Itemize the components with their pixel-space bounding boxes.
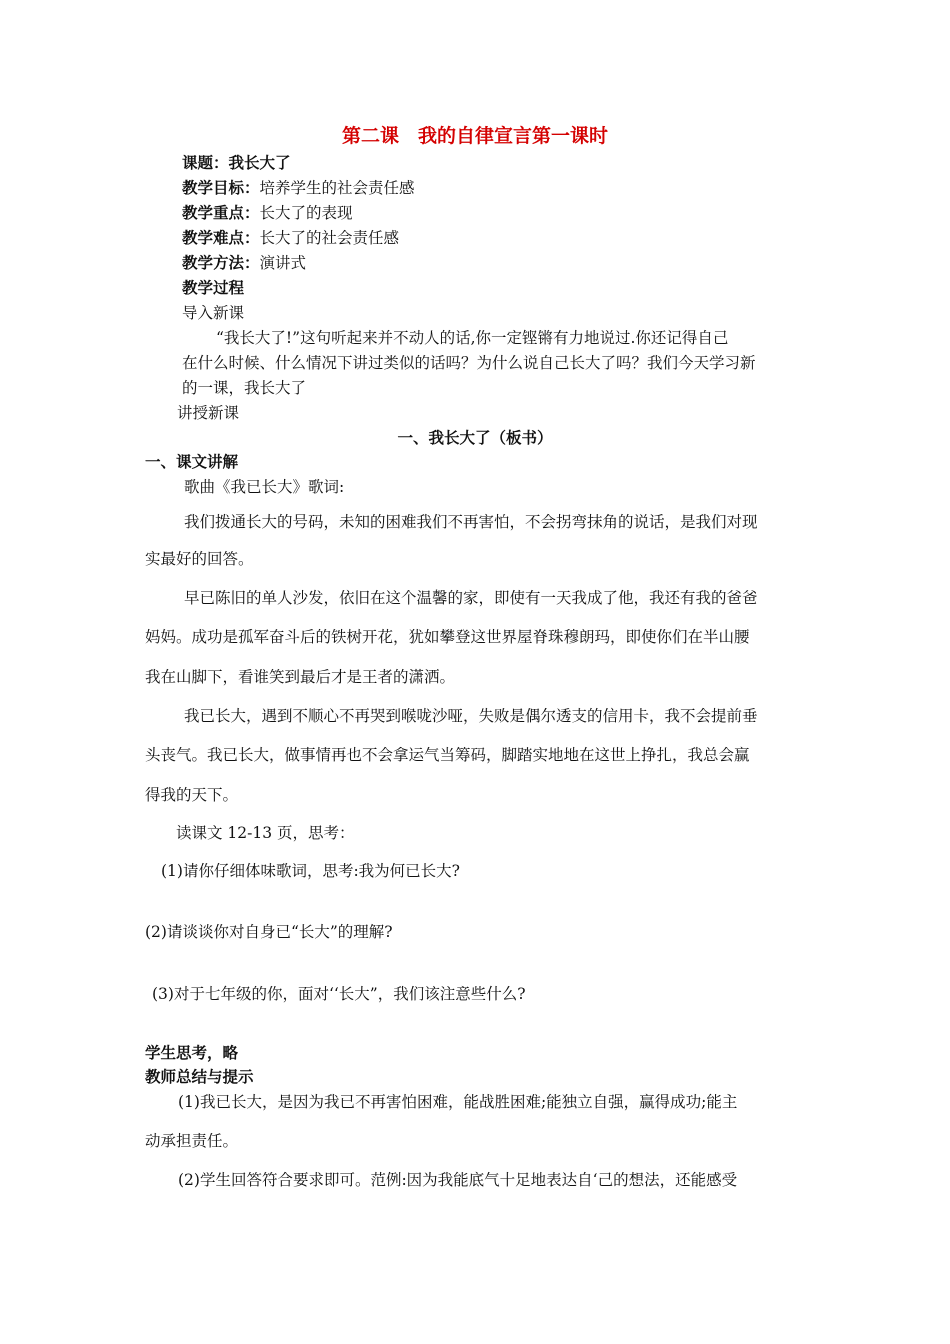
lyric-line: 实最好的回答。 [145, 550, 254, 568]
teacher-heading: 教师总结与提示 [145, 1067, 254, 1086]
process-heading: 教学过程 [182, 278, 245, 297]
question-item: (2)请谈谈你对自身已“长大”的理解? [145, 923, 393, 941]
intro-heading: 导入新课 [182, 304, 245, 322]
question-item: (3)对于七年级的你，面对‘‘长大”，我们该注意些什么? [152, 985, 526, 1003]
meta-goal [182, 178, 415, 198]
intro-line: 在什么时候、什么情况下讲过类似的话吗？为什么说自己长大了吗？我们今天学习新 [182, 354, 756, 372]
meta-goal-label: 教学目标： [182, 178, 260, 197]
lyric-line: 我们拨通长大的号码，未知的困难我们不再害怕，不会拐弯抹角的说话，是我们对现 [184, 513, 758, 531]
meta-method [182, 253, 306, 273]
meta-key-label: 教学重点： [182, 203, 260, 222]
lyric-line: 得我的天下。 [145, 786, 239, 804]
board-heading: 一、我长大了（板书） [397, 428, 553, 447]
meta-topic-label: 课题： [182, 153, 229, 172]
section-heading: 一、课文讲解 [145, 452, 239, 471]
lyric-line: 我在山脚下，看谁笑到最后才是王者的潇洒。 [145, 668, 456, 686]
student-heading: 学生思考，略 [145, 1043, 239, 1062]
meta-difficulty [182, 228, 399, 248]
lyric-line: 头丧气。我已长大，做事情再也不会拿运气当筹码，脚踏实地地在这世上挣扎，我总会赢 [145, 746, 750, 764]
lyric-line: 早已陈旧的单人沙发，依旧在这个温馨的家，即使有一天我成了他，我还有我的爸爸 [184, 589, 758, 607]
lyric-line: 妈妈。成功是孤军奋斗后的铁树开花，犹如攀登这世界屋脊珠穆朗玛，即使你们在半山腰 [145, 628, 750, 646]
meta-topic-value: 我长大了 [228, 153, 291, 172]
teach-heading: 讲授新课 [177, 404, 240, 422]
page-title: 第二课 我的自律宣言第一课时 [341, 125, 608, 147]
lyric-line: 我已长大，遇到不顺心不再哭到喉咙沙哑，失败是偶尔透支的信用卡，我不会提前垂 [184, 707, 758, 725]
intro-line: 的一课，我长大了 [182, 379, 307, 397]
meta-difficulty-value: 长大了的社会责任感 [259, 229, 400, 247]
meta-method-value: 演讲式 [259, 254, 307, 272]
answer-line: (1)我已长大，是因为我已不再害怕困难，能战胜困难;能独立自强，赢得成功;能主 [178, 1093, 738, 1111]
intro-line: “我长大了!”这句听起来并不动人的话,你一定铿锵有力地说过.你还记得自己 [216, 329, 729, 347]
answer-line: (2)学生回答符合要求即可。范例:因为我能底气十足地表达自‘己的想法，还能感受 [178, 1171, 738, 1189]
answer-line: 动承担责任。 [145, 1132, 239, 1150]
meta-key-value: 长大了的表现 [259, 204, 353, 222]
question-item: (1)请你仔细体味歌词，思考:我为何已长大? [161, 862, 460, 880]
meta-difficulty-label: 教学难点： [182, 228, 260, 247]
song-intro: 歌曲《我已长大》歌词: [184, 478, 345, 496]
meta-goal-value: 培养学生的社会责任感 [259, 179, 415, 197]
meta-topic [182, 153, 291, 173]
meta-key [182, 203, 353, 223]
read-task: 读课文 12-13 页，思考： [176, 824, 355, 842]
meta-method-label: 教学方法： [182, 253, 260, 272]
